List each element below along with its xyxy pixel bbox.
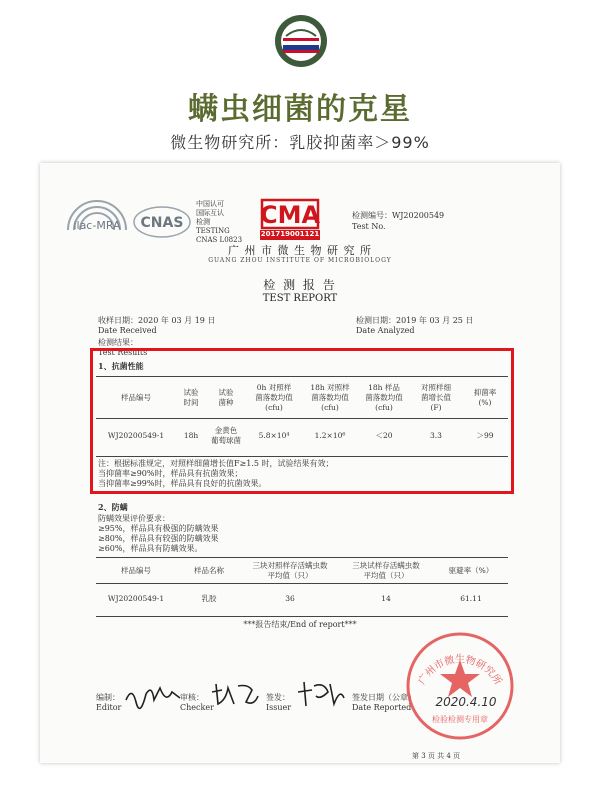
table-cell: 36 <box>285 594 295 604</box>
table-cell: 18h <box>183 431 199 441</box>
date-analyzed: 检测日期：2019 年 03 月 25 日 Date Analyzed <box>356 316 474 335</box>
table-cell: WJ20200549-1 <box>107 431 165 441</box>
report-title-en: TEST REPORT <box>262 293 338 304</box>
table-header: 样品编号 <box>121 565 151 575</box>
table-cell: 3.3 <box>430 431 442 441</box>
table-cell: WJ20200549-1 <box>107 594 165 604</box>
cma-logo-text: CMA <box>259 201 321 229</box>
institute-name: 广 州 市 微 生 物 研 究 所 <box>228 244 372 257</box>
page-subtitle: 微生物研究所：乳胶抑菌率＞99% <box>170 133 430 152</box>
table-header: 对照样细 菌增长值 (F) <box>421 382 451 412</box>
table-header-row <box>96 559 508 583</box>
mite-criteria: 防螨效果评价要求： ≥95%，样品具有极强的防螨效果 ≥80%，样品具有较强的防螨效果 ≥60%，样品具有防螨效果。 <box>98 514 219 553</box>
table-cell: 1.2×10⁶ <box>314 431 346 441</box>
ilac-mra-logo <box>62 200 132 246</box>
editor-label: 编制： Editor <box>96 693 122 712</box>
test-no: 检测编号：WJ20200549 <box>352 211 445 220</box>
section-anti-mite: 2、防螨 <box>98 502 128 512</box>
table-header: 样品名称 <box>194 565 224 575</box>
end-of-report: ***报告结束/End of report*** <box>243 620 357 629</box>
table1-notes: 注：根据标准规定，对照样细菌增长值F≥1.5 时，试验结果有效； 当抑菌率≥90%时，样品具有抗菌效果； 当抑菌率≥99%时，样品具有良好的抗菌效果。 <box>98 459 334 488</box>
table-header: 试验 时间 <box>183 387 199 407</box>
date-received: 收样日期：2020 年 03 月 19 日 Date Received <box>98 316 216 335</box>
table-cell: 14 <box>381 594 391 604</box>
table-header: 试验 菌种 <box>218 387 234 407</box>
cnas-logo <box>132 202 192 242</box>
table-header: 18h 样品 菌落数均值 (cfu) <box>365 382 403 412</box>
table-header: 18h 对照样 菌落数均值 (cfu) <box>310 382 350 412</box>
page-title: 螨虫细菌的克星 <box>188 92 412 127</box>
official-seal <box>404 630 516 742</box>
table-header: 抑菌率 (%) <box>473 387 497 407</box>
thailand-imports-logo <box>274 14 328 68</box>
table-header: 样品编号 <box>121 392 151 402</box>
table2-top-rule <box>96 557 508 558</box>
date-reported-label: 签发日期（公章） Date Reported <box>352 693 416 712</box>
cma-number: 201719001121 <box>260 230 320 238</box>
issuer-signature <box>294 678 348 710</box>
table-cell: 61.11 <box>460 594 482 604</box>
seal-bottom-text: 检验检测专用章 <box>432 715 488 724</box>
table-header: 三块试样存活螨虫数 平均值（只） <box>352 560 420 580</box>
cnas-logo-text: CNAS <box>140 215 184 231</box>
table-header: 0h 对照样 菌落数均值 (cfu) <box>255 382 293 412</box>
table-cell: 5.8×10⁴ <box>258 431 290 441</box>
stamp-date: 2020.4.10 <box>435 695 497 709</box>
anti-mite-table <box>96 559 508 615</box>
page-number: 第 3 页 共 4 页 <box>412 752 461 760</box>
table-row <box>96 583 508 615</box>
table-cell: 乳胶 <box>201 594 217 604</box>
table-header: 驱避率（%） <box>448 565 494 575</box>
editor-signature <box>122 680 184 710</box>
checker-label: 审核： Checker <box>180 693 214 712</box>
seal-arc-text: 广州市微生物研究所 <box>416 654 504 687</box>
table-header: 三块对照样存活螨虫数 平均值（只） <box>252 560 328 580</box>
report-title: 检 测 报 告 <box>263 278 337 292</box>
table2-bottom-rule <box>96 616 508 617</box>
issuer-label: 签发： Issuer <box>266 693 292 712</box>
checker-signature <box>208 680 262 710</box>
ilac-logo-text: ilac-MRA <box>73 219 121 232</box>
institute-name-en: GUANG ZHOU INSTITUTE OF MICROBIOLOGY <box>208 257 392 264</box>
cnas-note: 中国认可 国际互认 检测 TESTING CNAS L0823 <box>196 200 243 244</box>
test-results-label: 检测结果： Test Results <box>98 338 148 357</box>
table-cell: ＜20 <box>375 431 393 441</box>
section-antibacterial: 1、抗菌性能 <box>98 361 144 371</box>
table-cell: ＞99 <box>476 431 494 441</box>
table-cell: 金黄色 葡萄球菌 <box>211 426 241 446</box>
test-no-en: Test No. <box>352 222 386 231</box>
highlight-box <box>90 348 514 494</box>
